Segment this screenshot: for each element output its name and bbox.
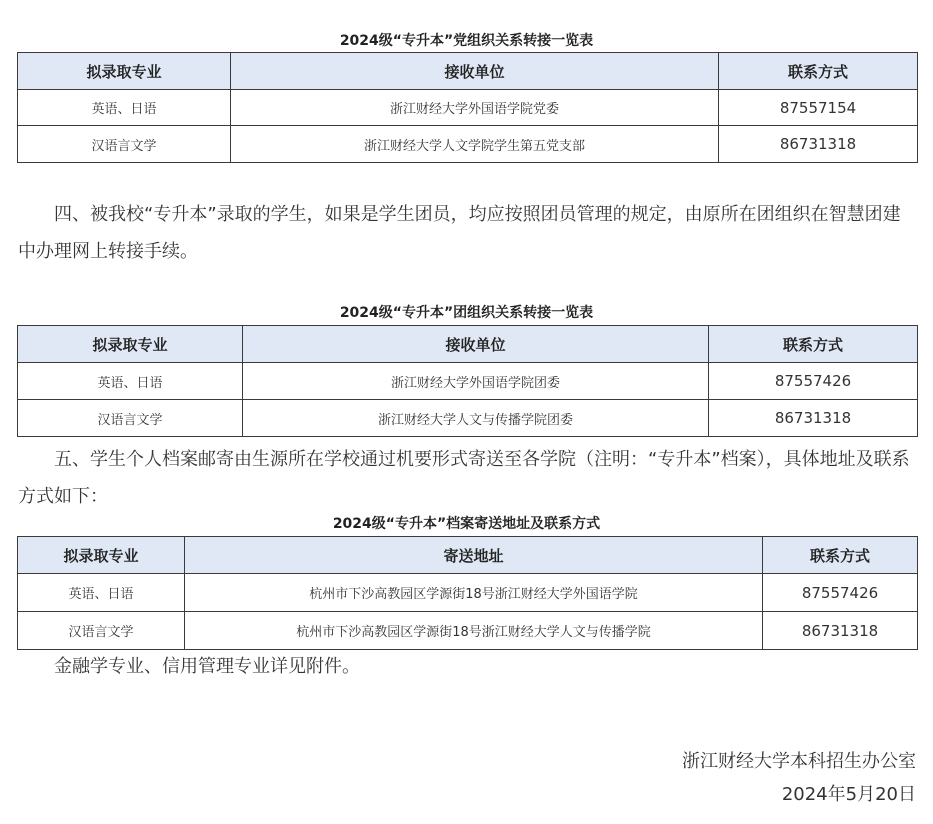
cell-unit: 浙江财经大学人文学院学生第五党支部 — [231, 126, 719, 163]
paragraph-five: 五、学生个人档案邮寄由生源所在学校通过机要形式寄送至各学院（注明：“专升本”档案），具体地址及联系方式如下： — [18, 449, 910, 507]
signature-org: 浙江财经大学本科招生办公室 — [682, 751, 916, 772]
cell-contact: 86731318 — [763, 612, 918, 650]
archive-address-table — [17, 536, 918, 650]
cell-contact: 87557154 — [719, 90, 918, 126]
table-row — [18, 400, 918, 437]
header-contact: 联系方式 — [763, 537, 918, 574]
cell-major: 汉语言文学 — [18, 400, 243, 437]
table-row — [18, 90, 918, 126]
party-transfer-table — [17, 52, 918, 163]
table-row — [18, 126, 918, 163]
signature-date: 2024年5月20日 — [781, 784, 916, 805]
cell-contact: 86731318 — [709, 400, 918, 437]
cell-major: 英语、日语 — [18, 90, 231, 126]
cell-contact: 86731318 — [719, 126, 918, 163]
cell-contact: 87557426 — [763, 574, 918, 612]
cell-major: 英语、日语 — [18, 574, 185, 612]
table2-caption: 2024级“专升本”团组织关系转接一览表 — [339, 305, 594, 321]
cell-unit: 浙江财经大学外国语学院党委 — [231, 90, 719, 126]
header-major: 拟录取专业 — [18, 53, 231, 90]
table-row — [18, 574, 918, 612]
paragraph-four: 四、被我校“专升本”录取的学生，如果是学生团员，均应按照团员管理的规定，由原所在团组织在智慧团建中办理网上转接手续。 — [18, 204, 901, 262]
cell-unit: 浙江财经大学外国语学院团委 — [243, 363, 709, 400]
table-header-row — [18, 537, 918, 574]
cell-address: 杭州市下沙高教园区学源街18号浙江财经大学外国语学院 — [185, 574, 763, 612]
table1-caption: 2024级“专升本”党组织关系转接一览表 — [339, 33, 594, 49]
cell-unit: 浙江财经大学人文与传播学院团委 — [243, 400, 709, 437]
cell-major: 英语、日语 — [18, 363, 243, 400]
header-contact: 联系方式 — [719, 53, 918, 90]
note-text: 金融学专业、信用管理专业详见附件。 — [54, 656, 360, 677]
header-major: 拟录取专业 — [18, 537, 185, 574]
table-header-row — [18, 53, 918, 90]
table-header-row — [18, 326, 918, 363]
header-unit: 接收单位 — [243, 326, 709, 363]
cell-major: 汉语言文学 — [18, 126, 231, 163]
header-contact: 联系方式 — [709, 326, 918, 363]
cell-contact: 87557426 — [709, 363, 918, 400]
league-transfer-table — [17, 325, 918, 437]
header-major: 拟录取专业 — [18, 326, 243, 363]
header-address: 寄送地址 — [185, 537, 763, 574]
table-row — [18, 612, 918, 650]
table3-caption: 2024级“专升本”档案寄送地址及联系方式 — [332, 516, 601, 532]
table-row — [18, 363, 918, 400]
cell-major: 汉语言文学 — [18, 612, 185, 650]
header-unit: 接收单位 — [231, 53, 719, 90]
cell-address: 杭州市下沙高教园区学源街18号浙江财经大学人文与传播学院 — [185, 612, 763, 650]
